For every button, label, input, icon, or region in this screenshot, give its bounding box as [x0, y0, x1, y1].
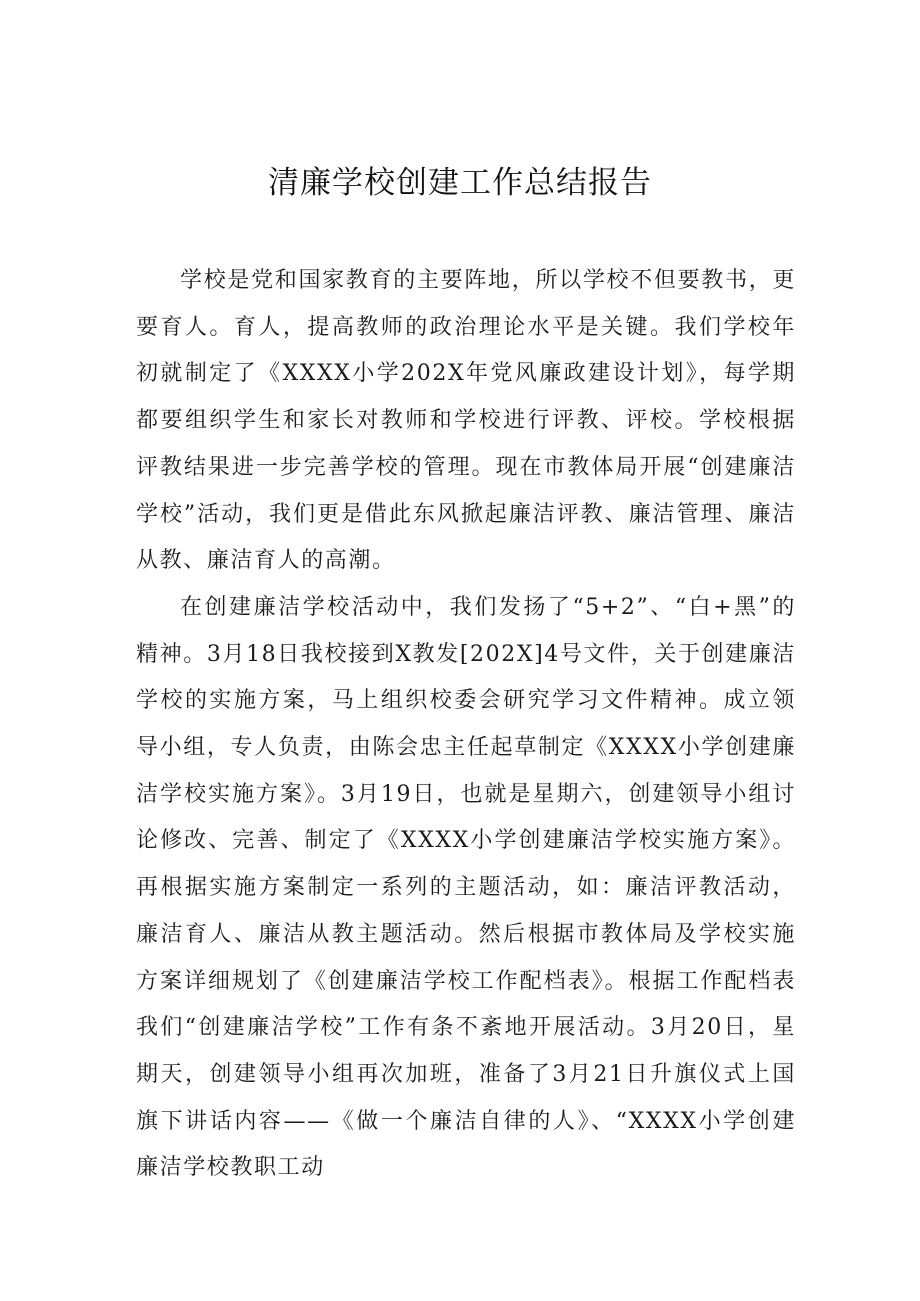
- paragraph-2: 在创建廉洁学校活动中，我们发扬了“5+2”、“白+黑”的精神。3月18日我校接到X教发[202X]4号文件，关于创建廉洁学校的实施方案，马上组织校委会研究学习文件精神。成立领导小组，专人负责，由陈会忠主任起草制定《XXXX小学创建廉洁学校实施方案》。3月19日，也就是星期六，创建领导小组讨论修改、完善、制定了《XXXX小学创建廉洁学校实施方案》。再根据实施方案制定一系列的主题活动，如：廉洁评教活动，廉洁育人、廉洁从教主题活动。然后根据市教体局及学校实施方案详细规划了《创建廉洁学校工作配档表》。根据工作配档表我们“创建廉洁学校”工作有条不紊地开展活动。3月20日，星期天，创建领导小组再次加班，准备了3月21日升旗仪式上国旗下讲话内容——《做一个廉洁自律的人》、“XXXX小学创建廉洁学校教职工动: [136, 594, 796, 1181]
- paragraph-1: 学校是党和国家教育的主要阵地，所以学校不但要教书，更要育人。育人，提高教师的政治理论水平是关键。我们学校年初就制定了《XXXX小学202X年党风廉政建设计划》，每学期都要组织学生和家长对教师和学校进行评教、评校。学校根据评教结果进一步完善学校的管理。现在市教体局开展“创建廉洁学校”活动，我们更是借此东风掀起廉洁评教、廉洁管理、廉洁从教、廉洁育人的高潮。: [136, 268, 796, 574]
- document-title: 清廉学校创建工作总结报告: [268, 165, 652, 201]
- document-body: [136, 258, 796, 1192]
